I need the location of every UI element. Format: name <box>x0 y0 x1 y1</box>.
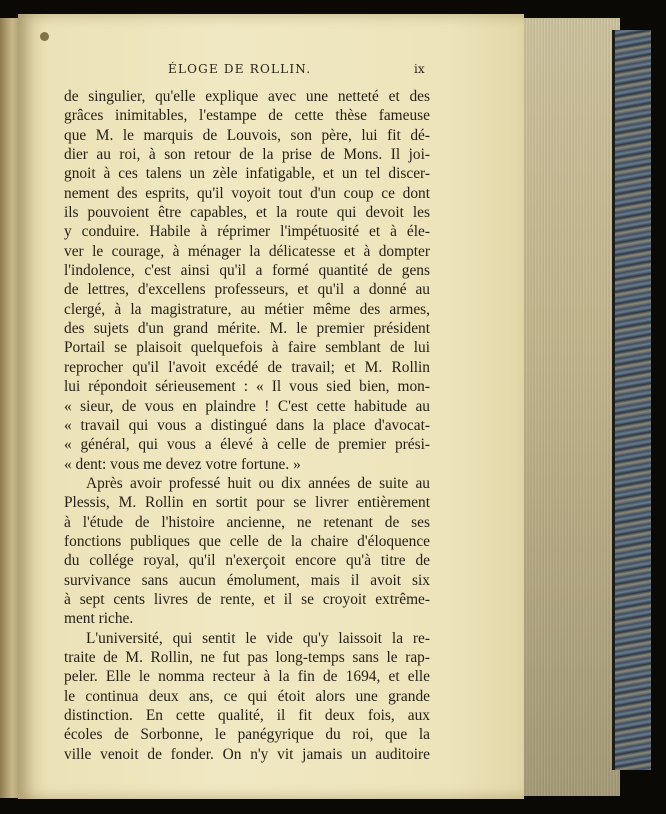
text-line: « travail qui vous a distingué dans la place d'avocat- <box>64 416 430 434</box>
text-line: distinction. En cette qualité, il fit deux fois, aux <box>64 707 430 724</box>
text-line: à sept cents livres de rente, et il se croyoit extrême- <box>64 590 430 608</box>
text-line: de lettres, d'excellens professeurs, et qu'il a donné au <box>64 281 430 299</box>
foxing-stain <box>40 32 49 41</box>
fore-edge-shading <box>520 18 620 796</box>
text-line: ver le courage, à ménager la délicatesse et à dompter <box>64 242 430 260</box>
body-text <box>64 87 430 764</box>
text-line: y conduire. Habile à réprimer l'impétuosité et à éle- <box>64 223 430 241</box>
text-line: nement des esprits, qu'il voyoit tout d'un coup ce dont <box>64 184 430 202</box>
text-line: l'indolence, c'est ainsi qu'il a formé quantité de gens <box>64 262 430 280</box>
paragraph-first-line: L'université, qui sentit le vide qu'y laissoit la re- <box>86 629 430 647</box>
text-line: grâces inimitables, l'estampe de cette thèse fameuse <box>64 107 430 125</box>
marbled-cover-board <box>612 30 651 770</box>
text-line: ils pouvoient être capables, et la route qui devoit les <box>64 204 430 222</box>
running-head-title: ÉLOGE DE ROLLIN. <box>168 62 312 76</box>
text-line: peler. Elle le nomma recteur à la fin de 1694, et elle <box>64 668 430 686</box>
text-line: des sujets d'un grand mérite. M. le premier président <box>64 320 430 338</box>
text-line: traite de M. Rollin, ne fut pas long-temps sans le rap- <box>64 648 430 666</box>
text-line: ville venoit de fonder. On n'y vit jamais un auditoire <box>64 745 430 763</box>
text-line: Plessis, M. Rollin en sortit pour se livrer entièrement <box>64 494 430 512</box>
text-line: clergé, à la magistrature, au métier même des armes, <box>64 300 430 318</box>
text-line: ment riche. <box>64 610 134 628</box>
page-number: ix <box>414 62 425 76</box>
text-line: reprocher qu'il l'avoit excédé de travail; et M. Rollin <box>64 358 430 376</box>
text-line: écoles de Sorbonne, le panégyrique du roi, que la <box>64 726 430 744</box>
text-line: gnoit à ces talens un zèle infatigable, et un tel discer- <box>64 165 430 183</box>
paragraph-first-line: Après avoir professé huit ou dix années de suite au <box>86 474 430 492</box>
text-line: que M. le marquis de Louvois, son père, lui fit dé- <box>64 126 430 144</box>
text-line: lui répondoit sérieusement : « Il vous sied bien, mon- <box>64 378 430 396</box>
text-line: fonctions publiques que celle de la chaire d'éloquence <box>64 532 430 550</box>
text-line: « dent: vous me devez votre fortune. » <box>64 455 301 473</box>
text-line: « sieur, de vous en plaindre ! C'est cette habitude au <box>64 397 430 415</box>
text-line: survivance sans aucun émolument, mais il avoit six <box>64 571 430 589</box>
text-line: Portail se plaisoit quelquefois à faire semblant de lui <box>64 339 430 357</box>
text-line: le continua deux ans, ce qui étoit alors une grande <box>64 687 430 705</box>
text-line: dier au roi, à son retour de la prise de Mons. Il joi- <box>64 146 430 164</box>
text-line: à l'étude de l'histoire ancienne, ne retenant de ses <box>64 513 430 531</box>
text-line: « général, qui vous a élevé à celle de premier prési- <box>64 436 430 454</box>
text-line: de singulier, qu'elle explique avec une netteté et des <box>64 88 430 105</box>
text-line: du collége royal, qu'il n'exerçoit encore qu'à titre de <box>64 552 430 570</box>
